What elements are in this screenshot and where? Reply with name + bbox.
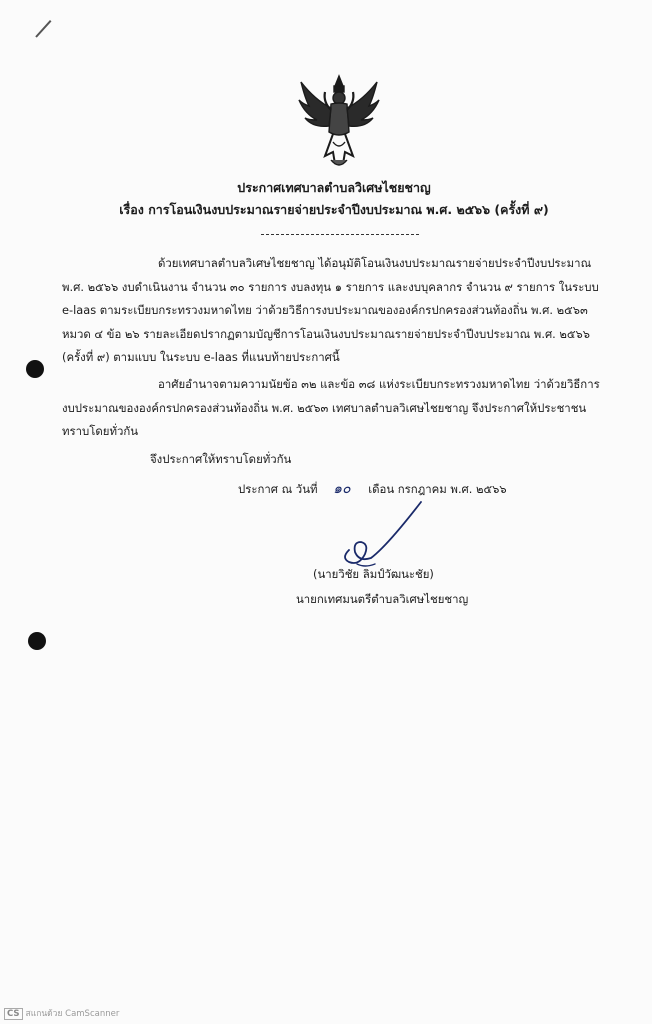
announcement-title: ประกาศเทศบาลตำบลวิเศษไชยชาญ — [237, 180, 431, 195]
paragraph-2-line: อาศัยอำนาจตามความนัยข้อ ๓๒ และข้อ ๓๘ แห่งระเบียบกระทรวงมหาดไทย ว่าด้วยวิธีการ — [158, 377, 600, 391]
camscanner-logo-icon: CS — [4, 1008, 23, 1020]
signature-icon — [335, 498, 427, 570]
date-day: ๑๐ — [333, 481, 351, 497]
garuda-emblem-icon — [295, 72, 383, 172]
paragraph-3-line: จึงประกาศให้ทราบโดยทั่วกัน — [150, 452, 292, 466]
stray-pen-mark — [35, 20, 51, 38]
paragraph-2-line: ทราบโดยทั่วกัน — [62, 424, 139, 438]
paragraph-1-line: (ครั้งที่ ๙) ตามแบบ ในระบบ e-laas ที่แนบท้ายประกาศนี้ — [62, 350, 340, 364]
title-divider — [261, 234, 419, 235]
watermark-text: สแกนด้วย CamScanner — [25, 1009, 120, 1019]
scanner-watermark — [4, 1006, 119, 1020]
signer-position: นายกเทศมนตรีตำบลวิเศษไชยชาญ — [296, 592, 469, 606]
paragraph-1-line: e-laas ตามระเบียบกระทรวงมหาดไทย ว่าด้วยวิธีการงบประมาณขององค์กรปกครองส่วนท้องถิ่น พ.ศ. ๒๕๖๓ — [62, 303, 588, 317]
announcement-subject: เรื่อง การโอนเงินงบประมาณรายจ่ายประจำปีงบประมาณ พ.ศ. ๒๕๖๖ (ครั้งที่ ๙) — [119, 202, 549, 217]
paragraph-1-line: พ.ศ. ๒๕๖๖ งบดำเนินงาน จำนวน ๓๐ รายการ งบลงทุน ๑ รายการ และงบบุคลากร จำนวน ๙ รายการ ในระบบ — [62, 279, 599, 294]
paragraph-2-line: งบประมาณขององค์กรปกครองส่วนท้องถิ่น พ.ศ. ๒๕๖๓ เทศบาลตำบลวิเศษไชยชาญ จึงประกาศให้ประชาชน — [62, 400, 587, 415]
paragraph-1-line: ด้วยเทศบาลตำบลวิเศษไชยชาญ ได้อนุมัติโอนเงินงบประมาณรายจ่ายประจำปีงบประมาณ — [158, 256, 592, 270]
punch-hole — [26, 360, 44, 378]
punch-hole — [28, 632, 46, 650]
date-prefix: ประกาศ ณ วันที่ — [238, 482, 318, 496]
announcement-date — [238, 478, 507, 500]
paragraph-1-line: หมวด ๔ ข้อ ๒๖ รายละเอียดปรากฏตามบัญชีการโอนเงินงบประมาณรายจ่ายประจำปีงบประมาณ พ.ศ. ๒๕๖๖ — [62, 326, 591, 341]
signer-name: (นายวิชัย ลิมป์วัฒนะชัย) — [313, 567, 434, 581]
body-paragraph-2 — [62, 373, 618, 444]
body-paragraph-1 — [62, 252, 618, 370]
body-paragraph-3 — [150, 448, 652, 472]
date-month-year: เดือน กรกฎาคม พ.ศ. ๒๕๖๖ — [368, 482, 507, 496]
